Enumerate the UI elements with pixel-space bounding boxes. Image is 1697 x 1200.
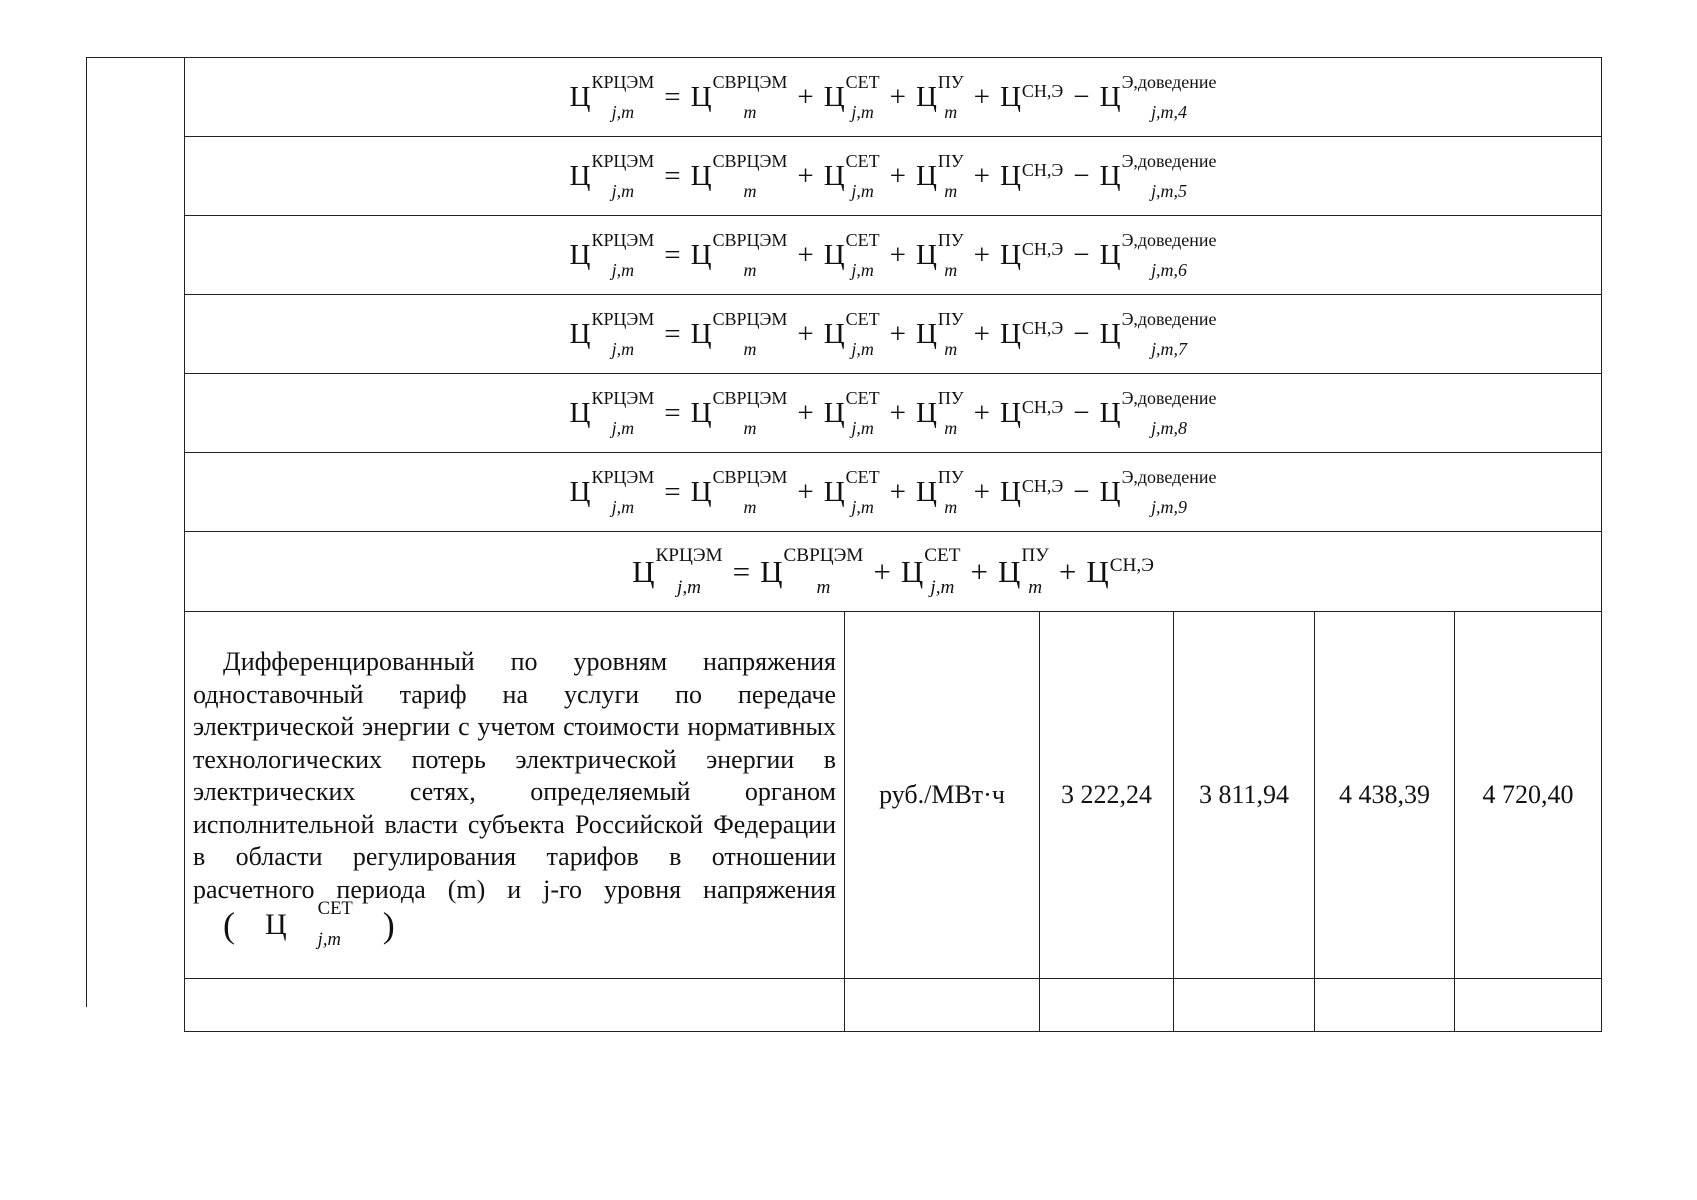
symbol-base: Ц	[569, 317, 591, 350]
symbol-superscript: СЕТ	[845, 72, 880, 93]
symbol-subscript: j,m	[611, 181, 635, 201]
formula	[569, 388, 1217, 438]
formula-row	[185, 374, 1602, 453]
symbol-scripts	[937, 388, 964, 438]
symbol-base: Ц	[998, 554, 1021, 589]
symbol-subscript: m	[743, 339, 757, 359]
formula-operator: +	[973, 159, 990, 192]
price-symbol	[999, 80, 1064, 113]
formula-row	[185, 295, 1602, 374]
price-symbol	[998, 545, 1049, 598]
formula-operator: +	[973, 238, 990, 271]
symbol-superscript: КРЦЭМ	[591, 72, 655, 93]
empty-cell	[1455, 979, 1602, 1032]
formula-operator: =	[664, 475, 681, 508]
symbol-scripts	[845, 309, 880, 359]
symbol-superscript: СЕТ	[845, 467, 880, 488]
formula-cell	[185, 532, 1602, 612]
price-symbol	[823, 72, 880, 122]
empty-cell	[185, 979, 845, 1032]
price-symbol	[1099, 467, 1217, 517]
price-symbol	[690, 388, 788, 438]
symbol-base: Ц	[823, 396, 845, 429]
formula-cell	[185, 453, 1602, 532]
empty-cell	[1315, 979, 1455, 1032]
formula-operator: +	[973, 80, 990, 113]
symbol-subscript: j,m	[611, 260, 635, 280]
symbol-base: Ц	[915, 80, 937, 113]
symbol-scripts	[937, 151, 964, 201]
price-symbol	[999, 317, 1064, 350]
symbol-superscript: СВРЦЭМ	[712, 230, 788, 251]
symbol-base: Ц	[569, 396, 591, 429]
price-symbol	[999, 396, 1064, 429]
formula-cell	[185, 295, 1602, 374]
formula-operator: +	[797, 317, 814, 350]
symbol-base: Ц	[569, 159, 591, 192]
price-symbol	[915, 230, 964, 280]
symbol-superscript: КРЦЭМ	[591, 230, 655, 251]
symbol-subscript: m	[944, 418, 958, 438]
empty-cell	[1040, 979, 1174, 1032]
empty-cell	[1174, 979, 1315, 1032]
symbol-scripts	[1021, 318, 1064, 343]
symbol-scripts	[1021, 160, 1064, 185]
symbol-subscript: j,m,7	[1151, 339, 1187, 359]
symbol-base: Ц	[999, 396, 1021, 429]
symbol-base: Ц	[569, 475, 591, 508]
price-symbol	[915, 467, 964, 517]
price-symbol	[569, 309, 655, 359]
symbol-scripts	[937, 467, 964, 517]
formula	[632, 545, 1154, 598]
price-symbol	[915, 388, 964, 438]
symbol-base: Ц	[690, 159, 712, 192]
formula-operator: =	[664, 238, 681, 271]
symbol-superscript: Э,доведение	[1121, 309, 1217, 330]
symbol-scripts	[1021, 476, 1064, 501]
symbol-base: Ц	[823, 159, 845, 192]
symbol-subscript: j,m	[611, 102, 635, 122]
formula-cell	[185, 216, 1602, 295]
symbol-superscript: КРЦЭМ	[655, 545, 723, 567]
symbol-base: Ц	[690, 80, 712, 113]
formula-operator: +	[797, 396, 814, 429]
symbol-superscript: СВРЦЭМ	[712, 72, 788, 93]
symbol-base: Ц	[1099, 475, 1121, 508]
price-symbol	[690, 72, 788, 122]
symbol-subscript: m	[743, 418, 757, 438]
formula-operator: +	[1058, 553, 1077, 589]
price-symbol	[999, 159, 1064, 192]
top-margin-rule	[86, 57, 184, 58]
price-symbol	[1099, 151, 1217, 201]
symbol-superscript: СВРЦЭМ	[712, 388, 788, 409]
symbol-base: Ц	[823, 80, 845, 113]
symbol-base: Ц	[1099, 238, 1121, 271]
symbol-subscript: m	[944, 497, 958, 517]
symbol-base: Ц	[915, 317, 937, 350]
value-cell-2: 3 811,94	[1174, 612, 1315, 979]
formula-superscript: СЕТ	[317, 898, 353, 920]
formula-row	[185, 532, 1602, 612]
symbol-subscript: j,m	[851, 102, 874, 122]
symbol-subscript: m	[1028, 576, 1043, 598]
formula-operator: +	[889, 159, 906, 192]
symbol-base: Ц	[1099, 317, 1121, 350]
symbol-scripts	[591, 467, 655, 517]
symbol-scripts	[783, 545, 864, 598]
tariff-formula	[193, 898, 395, 950]
symbol-scripts	[712, 467, 788, 517]
symbol-superscript: СЕТ	[845, 230, 880, 251]
price-symbol	[823, 309, 880, 359]
symbol-base: Ц	[1099, 80, 1121, 113]
symbol-superscript: КРЦЭМ	[591, 309, 655, 330]
symbol-base: Ц	[760, 554, 783, 589]
formula-subscript: j,m	[317, 929, 341, 950]
symbol-base: Ц	[823, 317, 845, 350]
symbol-superscript: СН,Э	[1021, 476, 1064, 496]
tariff-row	[185, 612, 1602, 979]
price-symbol	[915, 151, 964, 201]
symbol-base: Ц	[690, 396, 712, 429]
symbol-superscript: СН,Э	[1021, 160, 1064, 180]
symbol-scripts	[591, 151, 655, 201]
symbol-base: Ц	[915, 159, 937, 192]
symbol-subscript: j,m	[677, 576, 702, 598]
formula-operator: −	[1073, 238, 1090, 271]
symbol-subscript: j,m	[851, 418, 874, 438]
symbol-scripts	[1021, 545, 1049, 598]
symbol-base: Ц	[915, 238, 937, 271]
symbol-superscript: СЕТ	[845, 151, 880, 172]
formula-operator: +	[873, 553, 891, 589]
symbol-subscript: j,m	[851, 181, 874, 201]
symbol-scripts	[1109, 554, 1154, 581]
symbol-subscript: m	[944, 260, 958, 280]
formula	[569, 309, 1217, 359]
symbol-superscript: КРЦЭМ	[591, 151, 655, 172]
formula-operator: =	[664, 396, 681, 429]
symbol-base: Ц	[999, 159, 1021, 192]
formula-operator: =	[664, 80, 681, 113]
symbol-scripts	[937, 230, 964, 280]
symbol-superscript: СЕТ	[924, 545, 961, 567]
symbol-scripts	[712, 151, 788, 201]
price-symbol	[690, 230, 788, 280]
price-symbol	[823, 230, 880, 280]
symbol-superscript: ПУ	[937, 309, 964, 330]
symbol-base: Ц	[999, 475, 1021, 508]
price-symbol	[823, 467, 880, 517]
symbol-base: Ц	[999, 80, 1021, 113]
symbol-scripts	[712, 72, 788, 122]
symbol-subscript: m	[743, 102, 757, 122]
symbol-superscript: Э,доведение	[1121, 230, 1217, 251]
formula-row	[185, 453, 1602, 532]
symbol-scripts	[1121, 230, 1217, 280]
symbol-subscript: m	[743, 260, 757, 280]
price-symbol	[690, 309, 788, 359]
symbol-base: Ц	[999, 317, 1021, 350]
price-symbol	[760, 545, 864, 598]
symbol-scripts	[591, 72, 655, 122]
formula-operator: +	[797, 475, 814, 508]
symbol-scripts	[845, 467, 880, 517]
symbol-scripts	[712, 388, 788, 438]
formula-operator: =	[664, 317, 681, 350]
formula-operator: +	[973, 475, 990, 508]
symbol-subscript: j,m	[851, 260, 874, 280]
symbol-subscript: m	[743, 497, 757, 517]
formula-open-paren: (	[223, 905, 235, 945]
symbol-subscript: j,m	[611, 418, 635, 438]
price-symbol	[999, 475, 1064, 508]
empty-cell	[845, 979, 1040, 1032]
symbol-base: Ц	[915, 396, 937, 429]
symbol-scripts	[1121, 151, 1217, 201]
symbol-subscript: m	[743, 181, 757, 201]
price-symbol	[569, 151, 655, 201]
symbol-base: Ц	[823, 475, 845, 508]
symbol-base: Ц	[569, 80, 591, 113]
symbol-scripts	[937, 309, 964, 359]
symbol-subscript: j,m,5	[1151, 181, 1187, 201]
formula-operator: =	[664, 159, 681, 192]
formula-operator: +	[889, 80, 906, 113]
formula-close-paren: )	[382, 905, 395, 945]
symbol-base: Ц	[999, 238, 1021, 271]
symbol-scripts	[845, 230, 880, 280]
tariff-table	[184, 57, 1602, 1032]
symbol-scripts	[1121, 388, 1217, 438]
symbol-superscript: ПУ	[937, 467, 964, 488]
symbol-scripts	[591, 388, 655, 438]
formula	[569, 230, 1217, 280]
symbol-superscript: СН,Э	[1109, 554, 1154, 576]
price-symbol	[1086, 556, 1154, 587]
symbol-scripts	[1021, 397, 1064, 422]
symbol-superscript: СН,Э	[1021, 318, 1064, 338]
formula-operator: +	[889, 317, 906, 350]
symbol-superscript: СН,Э	[1021, 81, 1064, 101]
formula	[569, 151, 1217, 201]
symbol-superscript: ПУ	[937, 230, 964, 251]
formula-cell	[185, 137, 1602, 216]
symbol-scripts	[655, 545, 723, 598]
symbol-scripts	[1121, 309, 1217, 359]
formula-operator: +	[797, 80, 814, 113]
symbol-subscript: j,m,9	[1151, 497, 1187, 517]
price-symbol	[632, 545, 723, 598]
symbol-base: Ц	[900, 554, 924, 589]
tariff-description: Дифференцированный по уровням напряжения одноставочный тариф на услуги по передаче электрической энергии с учетом стоимости нормативных технологических потерь электрической энергии в электрических сетях, определяемый органом исполнительной власти субъекта Российской Федерации в области регулирования тарифов в отношении расчетного периода (m) и j-го уровня напряжения	[193, 647, 836, 904]
formula-operator: +	[970, 553, 989, 589]
symbol-superscript: Э,доведение	[1121, 388, 1217, 409]
symbol-base: Ц	[632, 554, 655, 589]
price-symbol	[823, 388, 880, 438]
symbol-subscript: j,m,6	[1151, 260, 1187, 280]
formula-operator: =	[732, 553, 751, 589]
formula-operator: +	[973, 396, 990, 429]
formula-operator: −	[1073, 396, 1090, 429]
symbol-subscript: j,m	[851, 497, 874, 517]
formula-row	[185, 58, 1602, 137]
symbol-base: Ц	[569, 238, 591, 271]
formula-rows	[185, 58, 1602, 612]
price-symbol	[569, 72, 655, 122]
price-symbol	[915, 309, 964, 359]
symbol-superscript: СВРЦЭМ	[783, 545, 864, 567]
price-symbol	[1099, 72, 1217, 122]
symbol-superscript: Э,доведение	[1121, 467, 1217, 488]
symbol-scripts	[591, 309, 655, 359]
symbol-superscript: СВРЦЭМ	[712, 151, 788, 172]
symbol-subscript: m	[944, 102, 958, 122]
symbol-base: Ц	[690, 238, 712, 271]
symbol-superscript: СВРЦЭМ	[712, 467, 788, 488]
symbol-scripts	[1021, 239, 1064, 264]
formula-operator: +	[797, 238, 814, 271]
formula-operator: +	[889, 238, 906, 271]
symbol-superscript: СН,Э	[1021, 397, 1064, 417]
symbol-subscript: j,m	[851, 339, 874, 359]
symbol-superscript: КРЦЭМ	[591, 388, 655, 409]
symbol-base: Ц	[1099, 159, 1121, 192]
symbol-subscript: j,m,8	[1151, 418, 1187, 438]
symbol-superscript: СЕТ	[845, 309, 880, 330]
formula-operator: −	[1073, 80, 1090, 113]
symbol-scripts	[712, 309, 788, 359]
symbol-scripts	[845, 151, 880, 201]
formula-operator: +	[973, 317, 990, 350]
left-margin-rule	[86, 57, 87, 1007]
formula-row	[185, 216, 1602, 295]
price-symbol	[1099, 230, 1217, 280]
value-cell-4: 4 720,40	[1455, 612, 1602, 979]
price-symbol	[999, 238, 1064, 271]
symbol-base: Ц	[1099, 396, 1121, 429]
symbol-scripts	[845, 388, 880, 438]
price-symbol	[915, 72, 964, 122]
price-symbol	[569, 467, 655, 517]
tariff-description-cell	[185, 612, 845, 979]
formula-operator: +	[889, 475, 906, 508]
value-cell-3: 4 438,39	[1315, 612, 1455, 979]
formula-row	[185, 137, 1602, 216]
symbol-superscript: ПУ	[1021, 545, 1049, 567]
symbol-scripts	[845, 72, 880, 122]
symbol-scripts	[1021, 81, 1064, 106]
price-symbol	[1099, 309, 1217, 359]
symbol-scripts	[937, 72, 964, 122]
symbol-superscript: ПУ	[937, 151, 964, 172]
symbol-scripts	[1121, 72, 1217, 122]
symbol-base: Ц	[690, 317, 712, 350]
symbol-superscript: КРЦЭМ	[591, 467, 655, 488]
symbol-subscript: j,m,4	[1151, 102, 1187, 122]
formula-cell	[185, 374, 1602, 453]
symbol-base: Ц	[1086, 554, 1109, 589]
formula-operator: −	[1073, 317, 1090, 350]
formula	[569, 72, 1217, 122]
symbol-base: Ц	[690, 475, 712, 508]
symbol-superscript: СВРЦЭМ	[712, 309, 788, 330]
symbol-superscript: Э,доведение	[1121, 72, 1217, 93]
empty-row	[185, 979, 1602, 1032]
formula-cell	[185, 58, 1602, 137]
price-symbol	[690, 151, 788, 201]
tariff-body	[185, 612, 1602, 1032]
symbol-subscript: j,m	[930, 576, 955, 598]
symbol-base: Ц	[823, 238, 845, 271]
formula-operator: −	[1073, 159, 1090, 192]
formula-base: Ц	[265, 908, 287, 941]
price-symbol	[900, 545, 961, 598]
symbol-scripts	[712, 230, 788, 280]
price-symbol	[1099, 388, 1217, 438]
price-symbol	[569, 388, 655, 438]
symbol-subscript: m	[944, 339, 958, 359]
formula-operator: +	[889, 396, 906, 429]
symbol-subscript: j,m	[611, 339, 635, 359]
symbol-subscript: m	[944, 181, 958, 201]
formula	[569, 467, 1217, 517]
unit-cell: руб./МВт·ч	[845, 612, 1040, 979]
price-symbol	[690, 467, 788, 517]
symbol-subscript: j,m	[611, 497, 635, 517]
symbol-scripts	[924, 545, 961, 598]
symbol-superscript: СЕТ	[845, 388, 880, 409]
formula-operator: +	[797, 159, 814, 192]
symbol-base: Ц	[915, 475, 937, 508]
symbol-scripts	[1121, 467, 1217, 517]
symbol-superscript: Э,доведение	[1121, 151, 1217, 172]
price-symbol	[569, 230, 655, 280]
symbol-superscript: ПУ	[937, 72, 964, 93]
symbol-subscript: m	[816, 576, 831, 598]
symbol-superscript: СН,Э	[1021, 239, 1064, 259]
symbol-scripts	[591, 230, 655, 280]
price-symbol	[823, 151, 880, 201]
symbol-superscript: ПУ	[937, 388, 964, 409]
formula-operator: −	[1073, 475, 1090, 508]
value-cell-1: 3 222,24	[1040, 612, 1174, 979]
